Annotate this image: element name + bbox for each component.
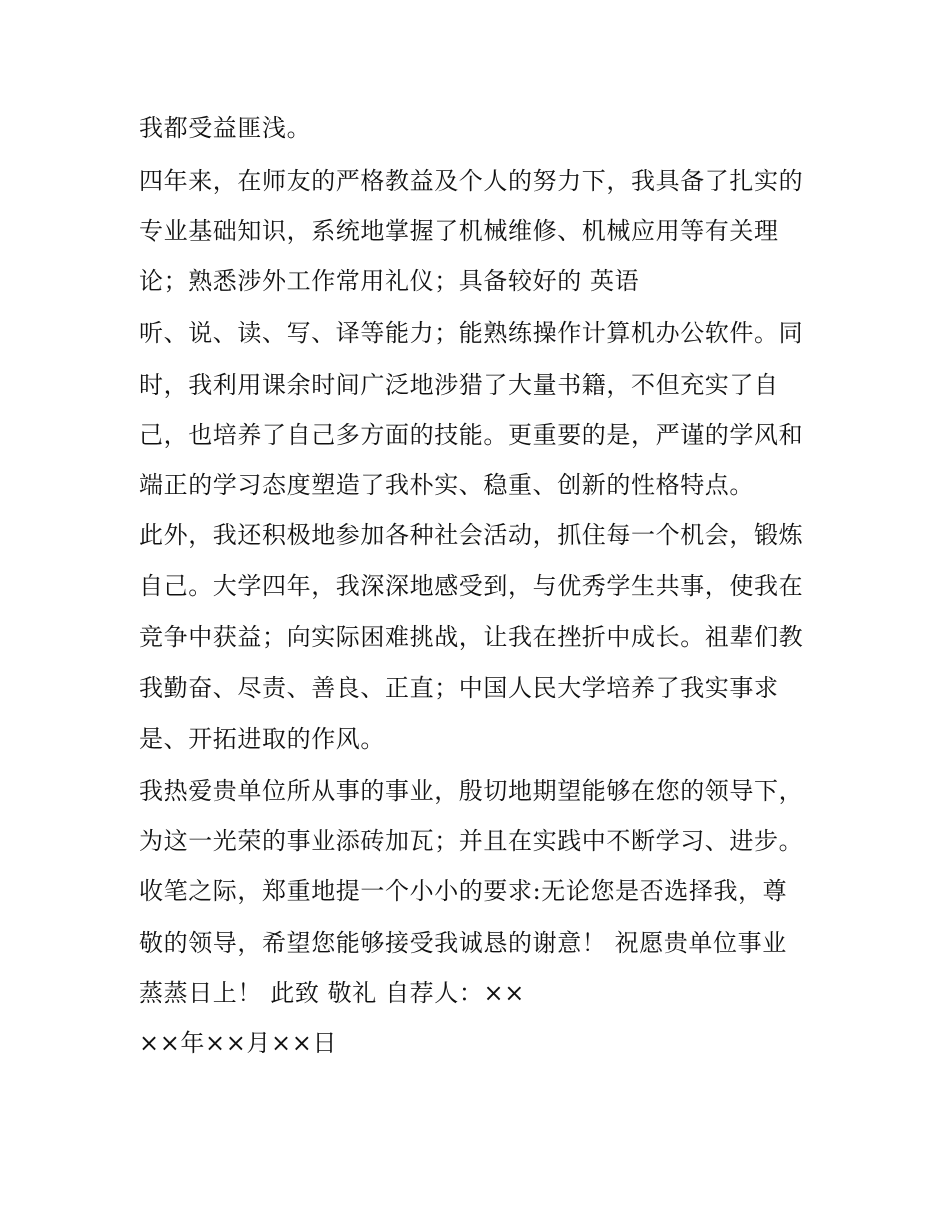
text-line: ××年××月××日 [139, 1029, 338, 1057]
text-line: 是、开拓进取的作风。 [139, 725, 385, 753]
text-line: 我都受益匪浅。 [139, 114, 312, 142]
text-line: 竞争中获益；向实际困难挑战，让我在挫折中成长。祖辈们教 [139, 623, 804, 651]
text-line: 蒸蒸日上！ 此致 敬礼 自荐人：×× [139, 979, 525, 1007]
text-line: 己，也培养了自己多方面的技能。更重要的是，严谨的学风和 [139, 421, 804, 449]
text-line: 我热爱贵单位所从事的事业，殷切地期望能够在您的领导下， [139, 777, 804, 805]
text-line: 论；熟悉涉外工作常用礼仪；具备较好的 英语 [139, 267, 640, 295]
text-line: 收笔之际，郑重地提一个小小的要求:无论您是否选择我，尊 [139, 877, 788, 905]
text-line: 为这一光荣的事业添砖加瓦；并且在实践中不断学习、进步。 [139, 827, 804, 855]
text-line: 此外，我还积极地参加各种社会活动，抓住每一个机会，锻炼 [139, 521, 804, 549]
text-line: 自己。大学四年，我深深地感受到，与优秀学生共事，使我在 [139, 572, 804, 600]
text-line: 专业基础知识，系统地掌握了机械维修、机械应用等有关理 [139, 217, 779, 245]
text-line: 听、说、读、写、译等能力；能熟练操作计算机办公软件。同 [139, 319, 804, 347]
text-line: 端正的学习态度塑造了我朴实、稳重、创新的性格特点。 [139, 471, 754, 499]
text-line: 四年来，在师友的严格教益及个人的努力下，我具备了扎实的 [139, 167, 804, 195]
text-line: 敬的领导，希望您能够接受我诚恳的谢意！ 祝愿贵单位事业 [139, 929, 787, 957]
text-line: 我勤奋、尽责、善良、正直；中国人民大学培养了我实事求 [139, 674, 779, 702]
text-line: 时，我利用课余时间广泛地涉猎了大量书籍，不但充实了自 [139, 371, 779, 399]
